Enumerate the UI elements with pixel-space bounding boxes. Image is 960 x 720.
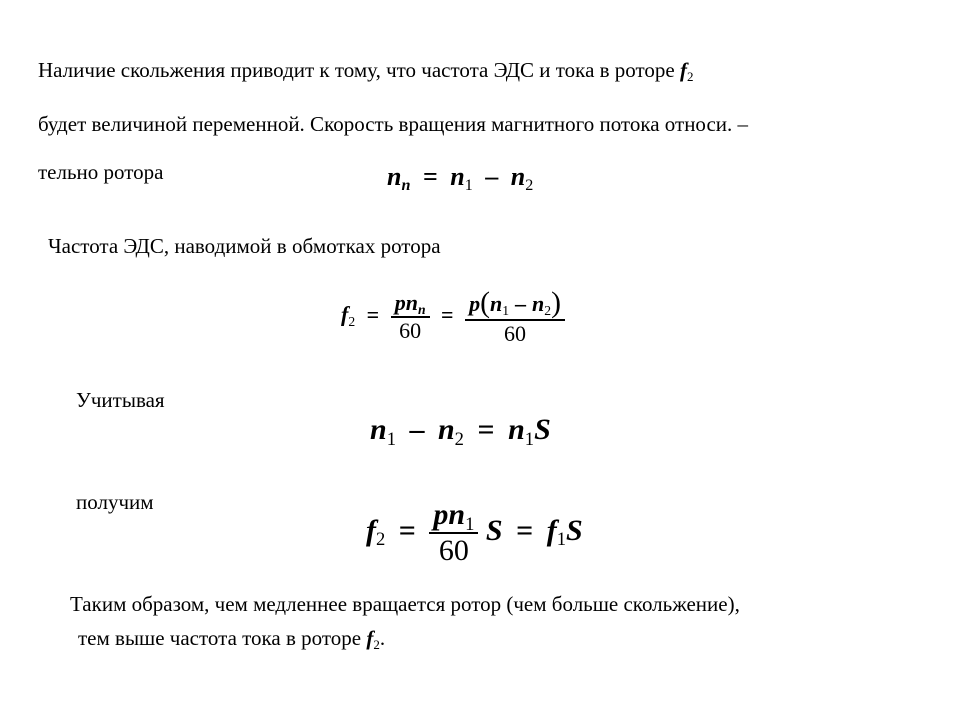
paragraph-1-line-2: будет величиной переменной. Скорость вращения магнитного потока относи. – [38, 112, 749, 136]
paragraph-5-line-2: тем выше частота тока в роторе f2. [78, 626, 386, 652]
text: Наличие скольжения приводит к тому, что частота ЭДС и тока в роторе [38, 58, 675, 82]
equation-rotor-frequency: f2 = $\frac{\text{pnn}}{60}$ = $\frac{p(n1 - n2)}{60}$ [341, 286, 565, 347]
symbol-f2: f2 [366, 626, 380, 652]
text: тем выше частота тока в роторе [78, 626, 362, 650]
paragraph-3: Учитывая [76, 388, 165, 412]
fraction-pn1-60: $\frac{pn1}{60}$ [429, 498, 478, 568]
equation-slip-relation: n1 – n2 = n1S [370, 413, 551, 450]
fraction-pnn-60: $\frac{\text{pnn}}{60}$ [391, 290, 430, 344]
paragraph-5-line-1: Таким образом, чем медленнее вращается ротор (чем больше скольжение), [70, 592, 740, 616]
equation-slip-speed: nn = n1 – n2 [387, 162, 534, 194]
fraction-p-n1-n2-60: $\frac{p(n1 - n2)}{60}$ [465, 286, 565, 347]
equation-rotor-frequency-slip: f2 = $\frac{pn1}{60}$ S = f1S [366, 498, 583, 567]
paragraph-1-line-3: тельно ротора [38, 160, 164, 184]
paragraph-2: Частота ЭДС, наводимой в обмотках ротора [48, 234, 441, 258]
symbol-f2: f2 [680, 58, 694, 84]
paragraph-4: получим [76, 490, 154, 514]
paragraph-1-line-1 [38, 58, 694, 85]
